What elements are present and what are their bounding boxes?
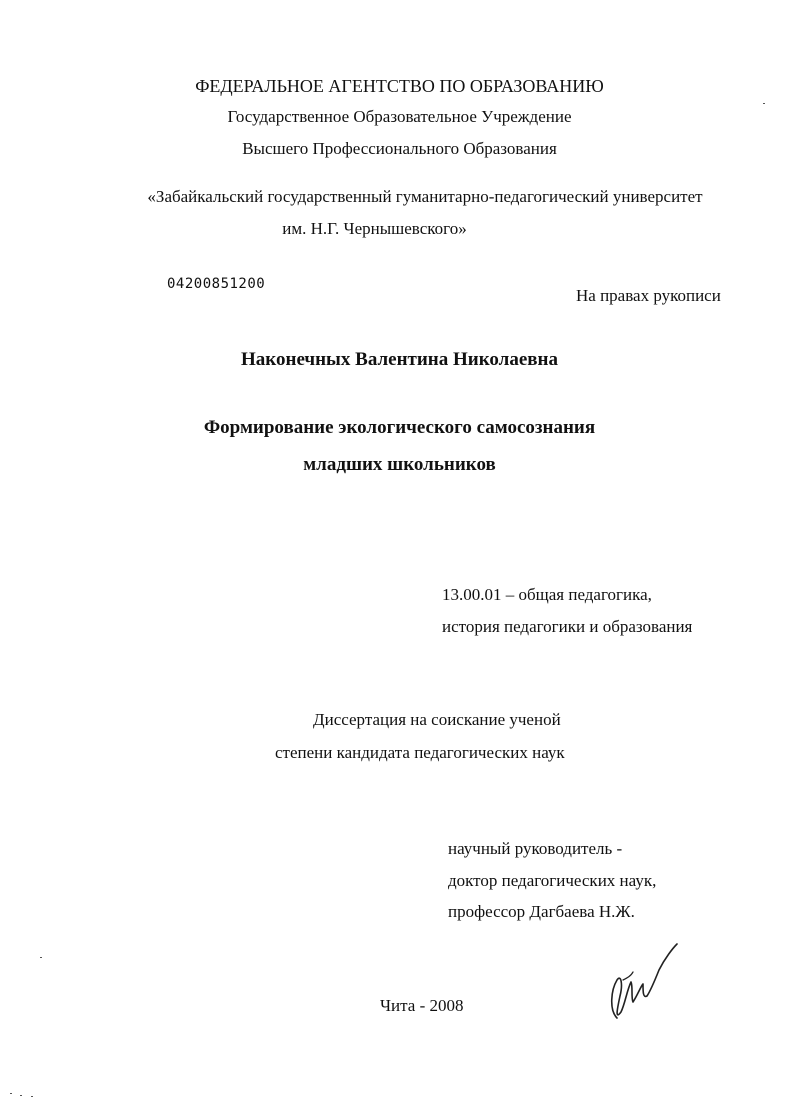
supervisor-line-3: профессор Дагбаева Н.Ж. <box>448 902 635 921</box>
agency-name: ФЕДЕРАЛЬНОЕ АГЕНТСТВО ПО ОБРАЗОВАНИЮ <box>195 76 604 96</box>
scan-speck <box>31 1096 33 1097</box>
rights-note: На правах рукописи <box>576 286 721 305</box>
degree-line-2: степени кандидата педагогических наук <box>275 743 565 762</box>
registration-number: 04200851200 <box>167 276 266 292</box>
scan-speck <box>20 1095 22 1096</box>
institution-line-2: Высшего Профессионального Образования <box>242 139 557 158</box>
degree-line-1: Диссертация на соискание ученой <box>313 710 561 729</box>
scan-speck <box>40 957 42 958</box>
supervisor-line-2: доктор педагогических наук, <box>448 871 657 890</box>
author-name: Наконечных Валентина Николаевна <box>241 349 558 370</box>
institution-line-1: Государственное Образовательное Учреждение <box>227 107 572 126</box>
specialty-line-2: история педагогики и образования <box>442 617 693 636</box>
supervisor-line-1: научный руководитель - <box>448 839 623 858</box>
university-line-2: им. Н.Г. Чернышевского» <box>282 219 467 238</box>
specialty-line-1: 13.00.01 – общая педагогика, <box>442 585 652 604</box>
scan-speck <box>10 1093 12 1094</box>
handwritten-signature <box>603 940 683 1025</box>
scan-speck <box>763 103 765 104</box>
title-line-2: младших школьников <box>303 454 496 475</box>
city-year: Чита - 2008 <box>380 996 464 1015</box>
university-line-1: «Забайкальский государственный гуманитарно-педагогический университет <box>147 187 703 206</box>
title-line-1: Формирование экологического самосознания <box>203 417 596 438</box>
